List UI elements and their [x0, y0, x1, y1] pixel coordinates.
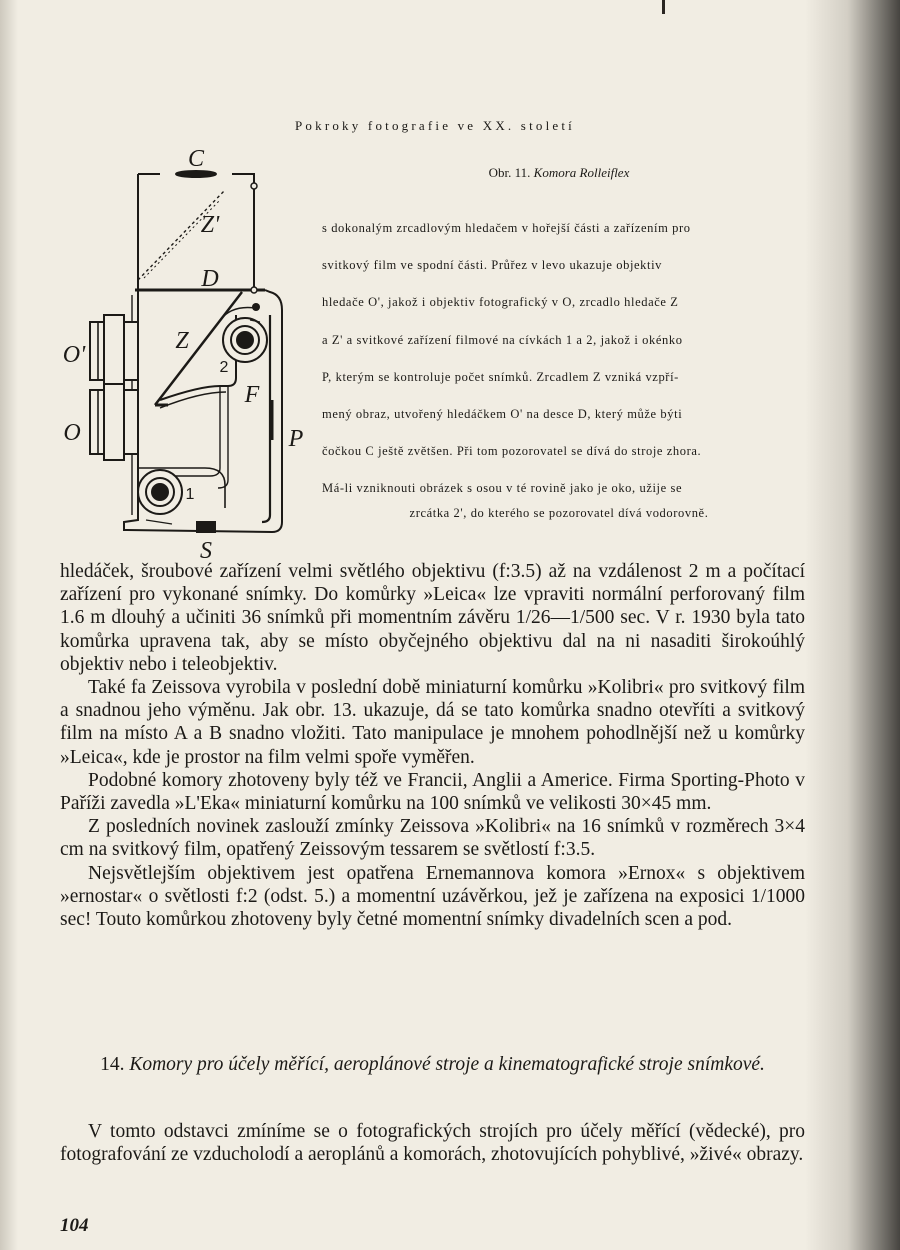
hinge-s	[197, 522, 215, 532]
print-mark	[662, 0, 665, 14]
section-title: Komory pro účely měřící, aeroplánové stroje a kinematografické stroje snímkové.	[129, 1054, 765, 1075]
section-heading	[60, 1053, 805, 1076]
paragraph: Nejsvětlejším objektivem jest opatřena Ernemannova komora »Ernox« s objektivem »ernostar« o světlosti f:2 (odst. 5.) a momentní uzávěrkou, jež je zařízena na exposici 1/1000 sec! Touto komůrkou zhotoveny byly četné momentní snímky divadelních scen a pod.	[60, 862, 805, 931]
paragraph: Z posledních novinek zaslouží zmínky Zeissova »Kolibri« na 16 snímků v rozměrech 3×4 cm na svitkový film, opatřený Zeissovým tessarem se světlostí f:3.5.	[60, 816, 805, 861]
body-text	[60, 560, 805, 931]
paragraph: V tomto odstavci zmíníme se o fotografických strojích pro účely měřící (vědecké), pro fotografování ze vzducholodí a aeroplánů a komorách, zhotovujících pohyblivé, »živé« obrazy.	[60, 1121, 805, 1166]
caption-line: s dokonalým zrcadlovým hledačem v hořejší části a zařízením pro	[322, 221, 691, 235]
label-d: D	[201, 266, 219, 292]
section-number: 14.	[100, 1054, 125, 1075]
page-number: 104	[60, 1215, 89, 1236]
caption-line: svitkový film ve spodní části. Průřez v levo ukazuje objektiv	[322, 258, 663, 273]
label-p: P	[288, 426, 304, 452]
label-z-prime: Z'	[200, 212, 220, 238]
label-s: S	[200, 538, 212, 564]
label-f: F	[244, 382, 260, 408]
page-gutter-shade	[0, 0, 18, 1250]
figure-number: Obr. 11.	[488, 165, 531, 180]
caption-line: mený obraz, utvořený hledáčkem O' na desce D, který může býti	[322, 407, 683, 422]
page-edge-shadow	[805, 0, 900, 1250]
label-1: 1	[185, 486, 195, 503]
label-c: C	[187, 150, 205, 172]
figure-title: Komora Rolleiflex	[533, 165, 630, 180]
label-z: Z	[175, 328, 189, 354]
label-o: O	[63, 420, 81, 446]
figure-caption-title	[318, 165, 800, 181]
label-2: 2	[219, 359, 229, 376]
running-head: Pokroky fotografie ve XX. století	[295, 118, 575, 133]
caption-line: P, kterým se kontroluje počet snímků. Zrcadlem Z vzniká vzpří-	[322, 369, 679, 384]
section-text	[60, 1120, 805, 1166]
rolleiflex-diagram	[60, 150, 310, 565]
figure-caption-body	[322, 210, 806, 508]
label-o-prime: O'	[62, 342, 86, 368]
paragraph: Také fa Zeissova vyrobila v poslední době miniaturní komůrku »Kolibri« pro svitkový film a snadnou jeho výměnu. Jak obr. 13. ukazuje, dá se tato komůrka snadno otevříti a svitkový film na místo A a B snadno vložiti. Tato manipulace je mnohem pohodlnější než u komůrky »Leica«, kde je prostor na film velmi spoře vyměřen.	[60, 677, 805, 768]
paragraph: hledáček, šroubové zařízení velmi světlého objektivu (f:3.5) až na vzdálenost 2 m a počítací zařízení pro vykonané snímky. Do komůrky »Leica« lze vpraviti normální perforovaný film 1.6 m dlouhý a učiniti 36 snímků při momentním závěru 1/26—1/500 sec. V r. 1930 byla tato komůrka upravena tak, aby se místo obyčejného objektivu dal na ni nasaditi širokoúhlý objektiv nebo i teleobjektiv.	[60, 561, 805, 675]
caption-line: a Z' a svitkové zařízení filmové na cívkách 1 a 2, jakož i okénko	[322, 332, 683, 347]
caption-line: čočkou C ještě zvětšen. Při tom pozorovatel se dívá do stroje zhora.	[322, 444, 702, 459]
paragraph: Podobné komory zhotoveny byly též ve Francii, Anglii a Americe. Firma Sporting-Photo v Paříži zavedla »L'Eka« miniaturní komůrku na 100 snímků ve velikosti 30×45 mm.	[60, 769, 805, 815]
caption-line: hledače O', jakož i objektiv fotografický v O, zrcadlo hledače Z	[322, 295, 679, 310]
caption-last-line: zrcátka 2', do kterého se pozorovatel dívá vodorovně.	[409, 506, 709, 520]
caption-line: Má-li vzniknouti obrázek s osou v té rovině jako je oko, užije se	[322, 481, 683, 496]
